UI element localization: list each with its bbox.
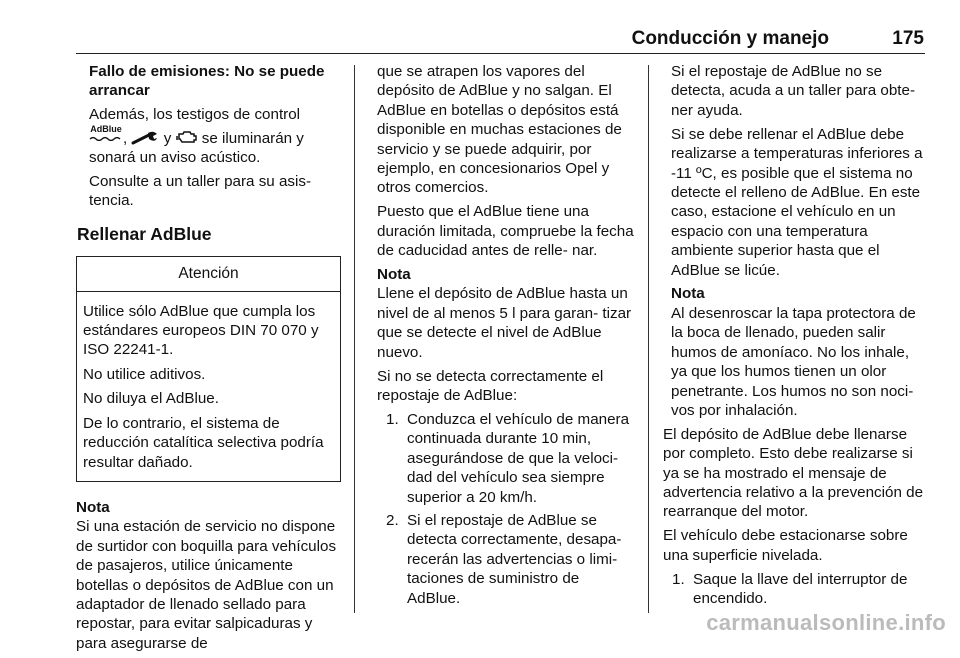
warning-lights-text: Además, los testigos de control AdBlue , y se iluminarán y sonará un aviso acústico. (89, 106, 304, 167)
wrench-icon (131, 131, 159, 145)
list-item: 1. Conduzca el vehículo de manera continuada durante 10 min, asegurándose de que la veloci- dad del vehículo sea siempre superior a 20 km/h. (386, 410, 630, 506)
attention-title: Atención (77, 257, 340, 291)
chapter-title: Conducción y manejo (631, 28, 830, 49)
paragraph: El depósito de AdBlue debe llenarse por completo. Esto debe realizarse si ya se ha mostrado el mensaje de advertencia relativo a la prevención de rearranque del motor. (663, 425, 924, 521)
paragraph: Si se debe rellenar el AdBlue debe realizarse a temperaturas inferiores a -11 ºC, es posible que el sistema no detecte el relleno de AdBlue. En este caso, estacione el vehículo en un espacio con una temperatura ambiente superior hasta que el AdBlue se licúe. (671, 125, 923, 279)
attention-text: No utilice aditivos. (83, 365, 206, 383)
paragraph: que se atrapen los vapores del depósito de AdBlue y no salgan. El AdBlue en botellas o depósitos está disponible en muchas estaciones de servicio y se puede adquirir, por ejemplo, en concesionarios Opel y otros comercios. (377, 63, 622, 197)
note-text: Al desenroscar la tapa protectora de la boca de llenado, pueden salir humos de amoníaco. No los inhale, ya que los humos tienen un olor penetrante. Los humos no son noci- vos por inhalación. (671, 304, 916, 419)
fault-title: Fallo de emisiones: No se puede arrancar (89, 63, 325, 100)
adblue-icon: AdBlue (89, 125, 123, 143)
attention-text: De lo contrario, el sistema de reducción catalítica selectiva podría resultar dañado. (83, 414, 324, 471)
column-1 (76, 62, 341, 658)
note-label: Nota (76, 498, 110, 516)
note-text: Llene el depósito de AdBlue hasta un nivel de al menos 5 l para garan- tizar que se detecte el nivel de AdBlue nuevo. (377, 285, 632, 361)
note-label: Nota (671, 285, 705, 303)
steps-list (377, 410, 635, 608)
engine-icon (176, 129, 198, 145)
paragraph: El vehículo debe estacionarse sobre una superficie nivelada. (663, 527, 908, 564)
attention-box (76, 256, 341, 482)
consult-text: Consulte a un taller para su asis- tencia. (89, 173, 312, 210)
column-divider-1 (354, 65, 355, 613)
page-number: 175 (892, 28, 924, 49)
section-title: Rellenar AdBlue (77, 223, 212, 244)
attention-text: Utilice sólo AdBlue que cumpla los estándares europeos DIN 70 070 y ISO 22241-1. (83, 302, 319, 359)
note-text: Si una estación de servicio no dispone de surtidor con boquilla para vehículos de pasajeros, utilice únicamente botellas o depósitos de AdBlue con un adaptador de llenado sellado para repostar, para evitar salpicaduras y para asegurarse de (76, 518, 337, 652)
attention-text: No diluya el AdBlue. (83, 390, 219, 408)
steps-list (663, 570, 928, 609)
column-3 (663, 62, 928, 612)
note-label: Nota (377, 266, 411, 284)
watermark: carmanualsonline.info (706, 610, 946, 635)
header-rule (76, 53, 925, 54)
list-item: 2. Si el repostaje de AdBlue se detecta correctamente, desapa- recerán las advertencias o limi- taciones de suministro de AdBlue. (386, 511, 622, 607)
column-2 (377, 62, 635, 612)
column-divider-2 (648, 65, 649, 613)
paragraph: Puesto que el AdBlue tiene una duración limitada, compruebe la fecha de caducidad antes de relle- nar. (377, 203, 634, 260)
list-item: 1. Saque la llave del interruptor de encendido. (672, 570, 908, 608)
paragraph: Si no se detecta correctamente el repostaje de AdBlue: (377, 367, 604, 404)
page-header (632, 28, 924, 50)
paragraph: Si el repostaje de AdBlue no se detecta, acuda a un taller para obte- ner ayuda. (671, 63, 916, 119)
